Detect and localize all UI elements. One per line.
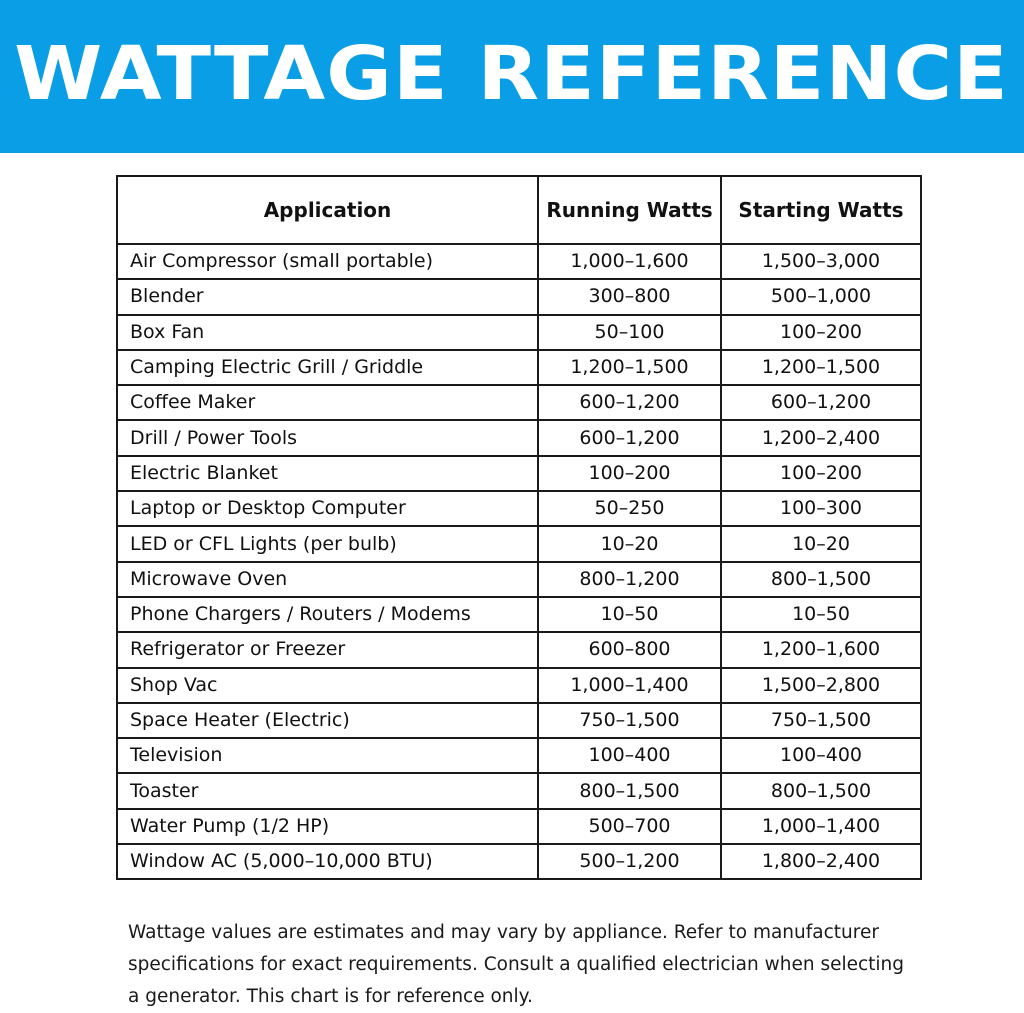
cell-starting-watts: 750–1,500: [721, 703, 921, 738]
cell-running-watts: 50–250: [538, 491, 721, 526]
cell-application: Phone Chargers / Routers / Modems: [117, 597, 538, 632]
cell-starting-watts: 500–1,000: [721, 279, 921, 314]
cell-running-watts: 10–20: [538, 526, 721, 561]
table-row: [117, 350, 921, 385]
cell-starting-watts: 1,200–2,400: [721, 420, 921, 455]
cell-starting-watts: 800–1,500: [721, 562, 921, 597]
cell-starting-watts: 100–400: [721, 738, 921, 773]
table-row: [117, 244, 921, 279]
table-row: [117, 491, 921, 526]
table-row: [117, 668, 921, 703]
table-row: [117, 420, 921, 455]
cell-application: Window AC (5,000–10,000 BTU): [117, 844, 538, 879]
cell-application: Camping Electric Grill / Griddle: [117, 350, 538, 385]
cell-starting-watts: 10–20: [721, 526, 921, 561]
cell-running-watts: 600–800: [538, 632, 721, 667]
header-banner: [0, 0, 1024, 153]
cell-running-watts: 1,200–1,500: [538, 350, 721, 385]
table-row: [117, 773, 921, 808]
cell-running-watts: 800–1,200: [538, 562, 721, 597]
table-row: [117, 738, 921, 773]
cell-starting-watts: 1,000–1,400: [721, 809, 921, 844]
cell-running-watts: 600–1,200: [538, 420, 721, 455]
cell-running-watts: 100–200: [538, 456, 721, 491]
table-row: [117, 597, 921, 632]
cell-application: Box Fan: [117, 315, 538, 350]
table-row: [117, 562, 921, 597]
cell-running-watts: 500–700: [538, 809, 721, 844]
cell-application: Drill / Power Tools: [117, 420, 538, 455]
cell-starting-watts: 800–1,500: [721, 773, 921, 808]
cell-running-watts: 600–1,200: [538, 385, 721, 420]
cell-starting-watts: 1,500–2,800: [721, 668, 921, 703]
cell-starting-watts: 1,200–1,500: [721, 350, 921, 385]
table-header-row: [117, 176, 921, 244]
cell-starting-watts: 100–300: [721, 491, 921, 526]
cell-running-watts: 750–1,500: [538, 703, 721, 738]
table-row: [117, 809, 921, 844]
cell-running-watts: 800–1,500: [538, 773, 721, 808]
cell-running-watts: 1,000–1,600: [538, 244, 721, 279]
cell-application: LED or CFL Lights (per bulb): [117, 526, 538, 561]
cell-application: Air Compressor (small portable): [117, 244, 538, 279]
cell-starting-watts: 100–200: [721, 315, 921, 350]
cell-application: Refrigerator or Freezer: [117, 632, 538, 667]
cell-starting-watts: 10–50: [721, 597, 921, 632]
cell-running-watts: 500–1,200: [538, 844, 721, 879]
column-header-running-watts: Running Watts: [538, 176, 721, 244]
cell-running-watts: 1,000–1,400: [538, 668, 721, 703]
table-row: [117, 315, 921, 350]
cell-application: Toaster: [117, 773, 538, 808]
table-row: [117, 703, 921, 738]
disclaimer-footnote: Wattage values are estimates and may vary by appliance. Refer to manufacturer specifications for exact requirements. Consult a qualified electrician when selecting a generator. This chart is for reference only.: [128, 921, 905, 1007]
cell-application: Space Heater (Electric): [117, 703, 538, 738]
cell-starting-watts: 100–200: [721, 456, 921, 491]
cell-application: Electric Blanket: [117, 456, 538, 491]
cell-application: Television: [117, 738, 538, 773]
cell-application: Blender: [117, 279, 538, 314]
column-header-application: Application: [117, 176, 538, 244]
cell-starting-watts: 1,500–3,000: [721, 244, 921, 279]
cell-application: Coffee Maker: [117, 385, 538, 420]
cell-application: Shop Vac: [117, 668, 538, 703]
cell-application: Water Pump (1/2 HP): [117, 809, 538, 844]
wattage-table: [116, 175, 922, 880]
table-row: [117, 844, 921, 879]
cell-starting-watts: 1,200–1,600: [721, 632, 921, 667]
cell-running-watts: 100–400: [538, 738, 721, 773]
cell-running-watts: 300–800: [538, 279, 721, 314]
cell-starting-watts: 600–1,200: [721, 385, 921, 420]
table-row: [117, 279, 921, 314]
cell-running-watts: 10–50: [538, 597, 721, 632]
column-header-starting-watts: Starting Watts: [721, 176, 921, 244]
table-row: [117, 632, 921, 667]
cell-application: Laptop or Desktop Computer: [117, 491, 538, 526]
cell-application: Microwave Oven: [117, 562, 538, 597]
table-row: [117, 526, 921, 561]
cell-running-watts: 50–100: [538, 315, 721, 350]
table-row: [117, 456, 921, 491]
cell-starting-watts: 1,800–2,400: [721, 844, 921, 879]
page-title: WATTAGE REFERENCE: [14, 30, 1010, 117]
table-row: [117, 385, 921, 420]
